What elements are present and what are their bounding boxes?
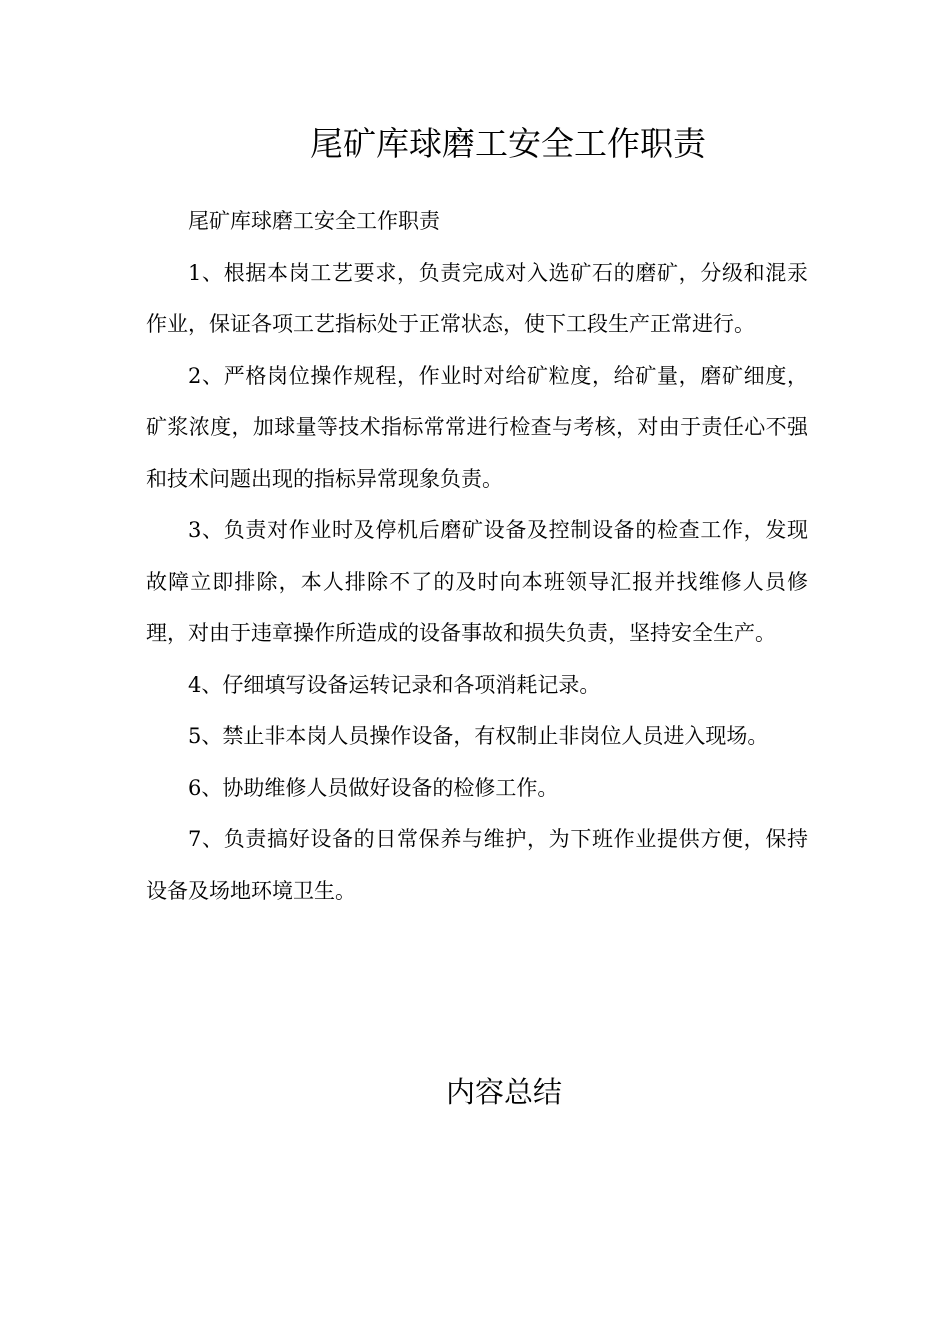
paragraph-subtitle: 尾矿库球磨工安全工作职责 <box>188 209 440 233</box>
paragraph-item-6: 6、协助维修人员做好设备的检修工作。 <box>188 775 559 800</box>
paragraph-item-3: 3、负责对作业时及停机后磨矿设备及控制设备的检查工作，发现故障立即排除，本人排除不了的及时向本班领导汇报并找维修人员修理，对由于违章操作所造成的设备事故和损失负责，坚持安全生产。 <box>146 518 808 645</box>
paragraph-item-5: 5、禁止非本岗人员操作设备，有权制止非岗位人员进入现场。 <box>188 724 769 748</box>
paragraph-item-1: 1、根据本岗工艺要求，负责完成对入选矿石的磨矿，分级和混汞作业，保证各项工艺指标处于正常状态，使下工段生产正常进行。 <box>146 260 808 336</box>
paragraph-item-7: 7、负责搞好设备的日常保养与维护，为下班作业提供方便，保持设备及场地环境卫生。 <box>146 827 808 903</box>
paragraph-item-4: 4、仔细填写设备运转记录和各项消耗记录。 <box>188 672 601 697</box>
summary-heading: 内容总结 <box>445 1075 562 1109</box>
paragraph-item-2: 2、严格岗位操作规程，作业时对给矿粒度，给矿量，磨矿细度，矿浆浓度，加球量等技术指标常常进行检查与考核，对由于责任心不强和技术问题出现的指标异常现象负责。 <box>146 363 808 491</box>
document-body <box>146 196 808 917</box>
document-title: 尾矿库球磨工安全工作职责 <box>310 124 706 163</box>
